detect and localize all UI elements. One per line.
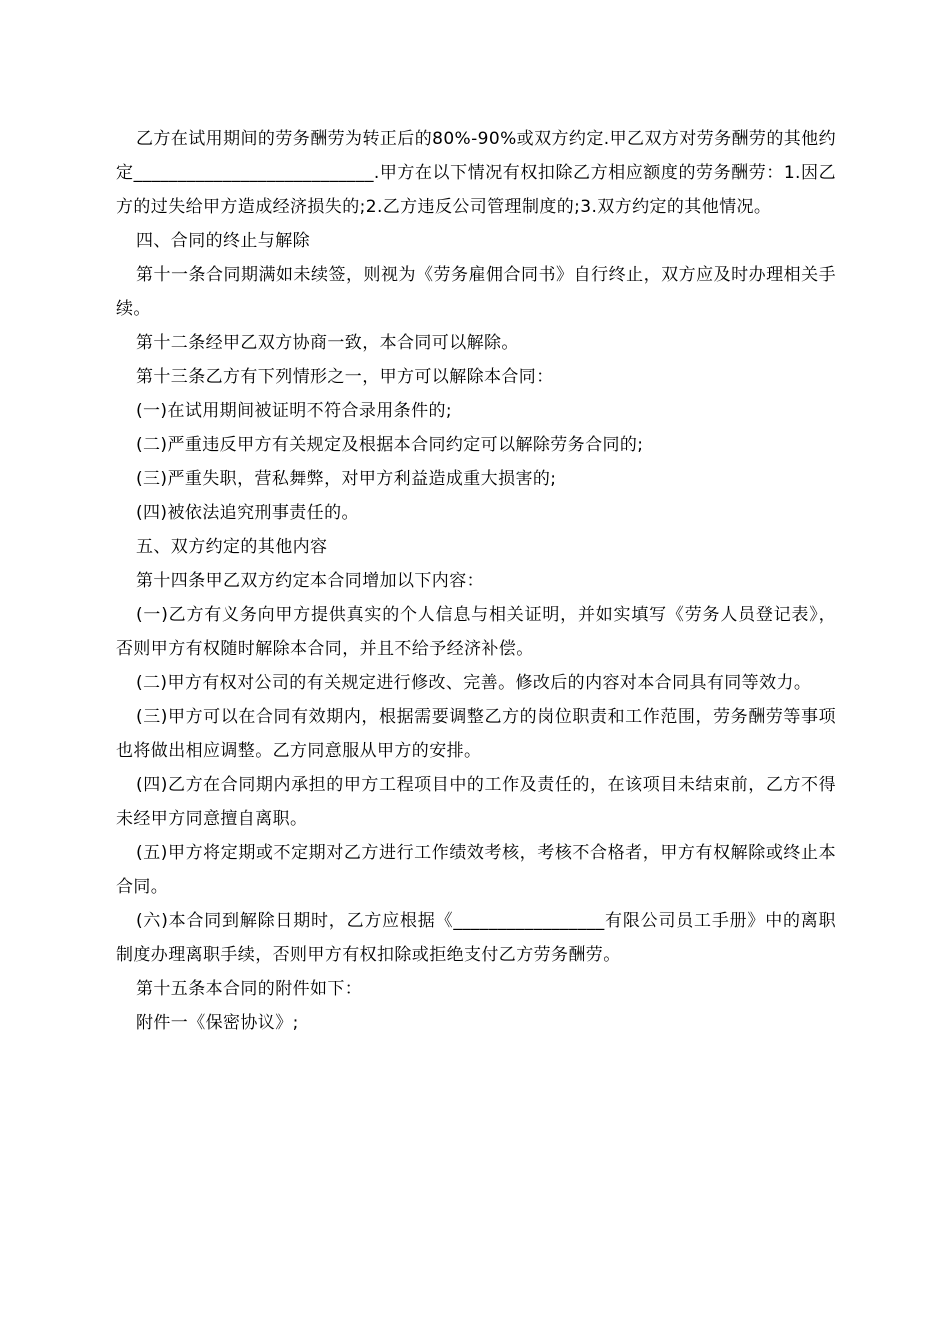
list-item-14-5: (五)甲方将定期或不定期对乙方进行工作绩效考核，考核不合格者，甲方有权解除或终止本合同。 [116,843,836,897]
section-heading-termination: 四、合同的终止与解除 [136,231,310,251]
list-item-13-1: (一)在试用期间被证明不符合录用条件的; [136,401,452,421]
paragraph-article-14: 第十四条甲乙双方约定本合同增加以下内容： [136,571,484,591]
list-item-14-3: (三)甲方可以在合同有效期内，根据需要调整乙方的岗位职责和工作范围，劳务酬劳等事项也将做出相应调整。乙方同意服从甲方的安排。 [116,707,836,761]
document-page [116,122,836,1040]
list-item-14-2: (二)甲方有权对公司的有关规定进行修改、完善。修改后的内容对本合同具有同等效力。 [136,673,812,693]
paragraph-article-15: 第十五条本合同的附件如下： [136,979,363,999]
list-item-14-6: (六)本合同到解除日期时，乙方应根据《_________________有限公司员工手册》中的离职制度办理离职手续，否则甲方有权扣除或拒绝支付乙方劳务酬劳。 [116,911,836,965]
paragraph-article-13: 第十三条乙方有下列情形之一，甲方可以解除本合同： [136,367,554,387]
paragraph-article-11: 第十一条合同期满如未续签，则视为《劳务雇佣合同书》自行终止，双方应及时办理相关手续。 [116,265,836,319]
list-item-13-2: (二)严重违反甲方有关规定及根据本合同约定可以解除劳务合同的; [136,435,644,455]
list-item-13-3: (三)严重失职，营私舞弊，对甲方利益造成重大损害的; [136,469,557,489]
paragraph-probation-pay: 乙方在试用期间的劳务酬劳为转正后的80%-90%或双方约定.甲乙双方对劳务酬劳的其他约定___________________________.甲方在以下情况有权扣除乙方相应额度的劳务酬劳：1.因乙方的过失给甲方造成经济损失的;2.乙方违反公司管理制度的;3.双方约定的其他情况。 [116,129,836,217]
attachment-item-1: 附件一《保密协议》; [136,1013,299,1033]
list-item-14-1: (一)乙方有义务向甲方提供真实的个人信息与相关证明，并如实填写《劳务人员登记表》，否则甲方有权随时解除本合同，并且不给予经济补偿。 [116,605,836,659]
section-heading-other-terms: 五、双方约定的其他内容 [136,537,328,557]
list-item-14-4: (四)乙方在合同期内承担的甲方工程项目中的工作及责任的，在该项目未结束前，乙方不得未经甲方同意擅自离职。 [116,775,836,829]
list-item-13-4: (四)被依法追究刑事责任的。 [136,503,359,523]
paragraph-article-12: 第十二条经甲乙双方协商一致，本合同可以解除。 [136,333,519,353]
